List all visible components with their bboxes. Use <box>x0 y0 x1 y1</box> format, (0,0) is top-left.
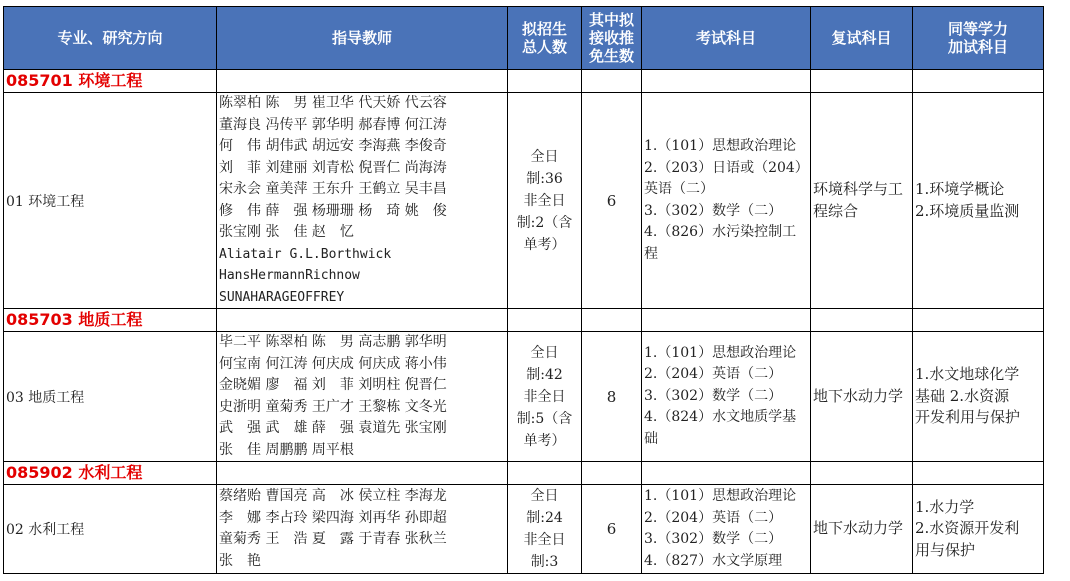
supervisors-cell <box>217 93 508 309</box>
equiv-line: 1.环境学概论 <box>915 180 1005 198</box>
supervisor-line: 蔡绪贻 曹国亮 高 冰 侯立柱 李海龙 <box>219 488 447 504</box>
empty-cell <box>642 462 811 485</box>
capacity-line: 制:5（含 <box>516 410 573 427</box>
section-title: 085902 水利工程 <box>4 462 217 485</box>
supervisor-line: 董海良 冯传平 郭华明 郝春博 何江涛 <box>219 116 447 133</box>
exam-line: 3.（302）数学（二） <box>644 531 783 547</box>
empty-cell <box>582 70 642 93</box>
capacity-line: 制:36 <box>526 170 563 187</box>
header-exempt-line: 接收推 <box>588 29 634 47</box>
capacity-line: 制:24 <box>526 510 563 526</box>
empty-cell <box>642 70 811 93</box>
capacity-line: 制:2（含 <box>516 214 573 231</box>
capacity-line: 非全日 <box>523 192 566 209</box>
supervisor-line: 张宝刚 张 佳 赵 忆 <box>219 224 354 240</box>
exam-line: 4.（827）水文学原理 <box>644 552 783 569</box>
supervisor-line: SUNAHARAGEOFFREY <box>219 289 345 305</box>
header-exempt-line: 其中拟 <box>588 11 634 29</box>
supervisors-cell <box>217 332 508 462</box>
header-direction: 专业、研究方向 <box>4 7 217 70</box>
supervisor-line: 刘 菲 刘建丽 刘青松 倪晋仁 尚海涛 <box>219 159 447 176</box>
empty-cell <box>508 309 582 332</box>
direction-cell: 02 水利工程 <box>4 485 217 574</box>
exam-line: 础 <box>644 430 658 447</box>
header-exempt-line: 免生数 <box>588 47 634 65</box>
supervisors-cell <box>217 485 508 574</box>
supervisor-line: 张 佳 周鹏鹏 周平根 <box>219 441 354 458</box>
capacity-line: 制:42 <box>526 366 563 383</box>
retest-cell: 地下水动力学 <box>811 332 913 462</box>
section-row <box>4 462 1044 485</box>
equiv-line: 基础 2.水资源 <box>915 386 1010 405</box>
equiv-cell <box>913 93 1044 309</box>
empty-cell <box>642 309 811 332</box>
header-capacity-line: 总人数 <box>521 38 567 56</box>
supervisor-line: Aliatair G.L.Borthwick <box>219 246 392 262</box>
supervisor-line: 宋永会 童美萍 王东升 王鹤立 吴丰昌 <box>219 181 447 197</box>
exempt-cell: 6 <box>582 485 642 574</box>
capacity-line: 单考） <box>523 432 566 449</box>
table-row <box>4 93 1044 309</box>
supervisor-line: 武 强 武 雄 薛 强 袁道先 张宝刚 <box>219 420 447 436</box>
section-row <box>4 309 1044 332</box>
empty-cell <box>508 70 582 93</box>
retest-cell: 地下水动力学 <box>811 485 913 574</box>
retest-cell: 环境科学与工程综合 <box>811 93 913 309</box>
equiv-cell <box>913 332 1044 462</box>
equiv-line: 2.水资源开发利 <box>915 519 1020 538</box>
exempt-cell: 6 <box>582 93 642 309</box>
equiv-line: 开发利用与保护 <box>915 408 1021 427</box>
section-row <box>4 70 1044 93</box>
table-row <box>4 332 1044 462</box>
equiv-line: 1.水力学 <box>915 497 975 516</box>
exam-line: 2.（204）英语（二） <box>644 509 783 526</box>
exam-cell <box>642 485 811 574</box>
empty-cell <box>508 462 582 485</box>
capacity-line: 非全日 <box>523 388 566 405</box>
direction-cell: 01 环境工程 <box>4 93 217 309</box>
capacity-line: 制:3 <box>530 554 559 570</box>
exam-line: 1.（101）思想政治理论 <box>644 488 797 504</box>
equiv-cell <box>913 485 1044 574</box>
header-equiv <box>913 7 1044 70</box>
admissions-catalog-table <box>3 6 1044 574</box>
header-capacity-line: 拟招生 <box>521 20 567 38</box>
supervisor-line: 金晓媚 廖 福 刘 菲 刘明柱 倪晋仁 <box>219 377 447 393</box>
capacity-line: 全日 <box>530 148 559 165</box>
exam-line: 2.（203）日语或（204） <box>644 159 809 176</box>
empty-cell <box>913 309 1044 332</box>
equiv-line: 2.环境质量监测 <box>915 201 1020 220</box>
supervisor-line: 修 伟 薛 强 杨珊珊 杨 琦 姚 俊 <box>219 202 447 219</box>
empty-cell <box>582 462 642 485</box>
exam-line: 1.（101）思想政治理论 <box>644 344 797 361</box>
supervisor-line: 何 伟 胡伟武 胡远安 李海燕 李俊奇 <box>219 138 447 154</box>
supervisor-line: HansHermannRichnow <box>219 268 360 283</box>
header-equiv-line: 加试科目 <box>947 38 1008 56</box>
exam-line: 3.（302）数学（二） <box>644 202 783 219</box>
exam-cell <box>642 93 811 309</box>
header-equiv-line: 同等学力 <box>947 20 1008 38</box>
header-exam: 考试科目 <box>642 7 811 70</box>
table-row <box>4 485 1044 574</box>
empty-cell <box>217 70 508 93</box>
direction-cell: 03 地质工程 <box>4 332 217 462</box>
capacity-cell <box>508 93 582 309</box>
header-supervisors: 指导教师 <box>217 7 508 70</box>
table-header-row <box>4 7 1044 70</box>
exam-line: 4.（826）水污染控制工 <box>644 224 797 240</box>
supervisor-line: 史浙明 童菊秀 王广才 王黎栋 文冬光 <box>219 398 447 415</box>
empty-cell <box>811 309 913 332</box>
header-exempt <box>582 7 642 70</box>
supervisor-line: 毕二平 陈翠柏 陈 男 高志鹏 郭华明 <box>219 334 447 350</box>
empty-cell <box>217 462 508 485</box>
empty-cell <box>582 309 642 332</box>
supervisor-line: 陈翠柏 陈 男 崔卫华 代天娇 代云容 <box>219 95 447 111</box>
supervisor-line: 张 艳 <box>219 552 261 569</box>
capacity-line: 全日 <box>530 488 559 504</box>
exempt-cell: 8 <box>582 332 642 462</box>
supervisor-line: 何宝南 何江涛 何庆成 何庆成 蒋小伟 <box>219 355 447 372</box>
exam-line: 2.（204）英语（二） <box>644 366 783 383</box>
exam-line: 4.（824）水文地质学基 <box>644 409 797 426</box>
header-retest: 复试科目 <box>811 7 913 70</box>
exam-line: 程 <box>644 245 658 262</box>
exam-line: 英语（二） <box>644 181 714 197</box>
capacity-line: 单考） <box>523 236 566 253</box>
section-title: 085703 地质工程 <box>4 309 217 332</box>
empty-cell <box>811 70 913 93</box>
capacity-line: 全日 <box>530 344 559 361</box>
supervisor-line: 童菊秀 王 浩 夏 露 于青春 张秋兰 <box>219 531 447 547</box>
empty-cell <box>811 462 913 485</box>
empty-cell <box>217 309 508 332</box>
exam-cell <box>642 332 811 462</box>
empty-cell <box>913 462 1044 485</box>
empty-cell <box>913 70 1044 93</box>
equiv-line: 用与保护 <box>915 540 976 559</box>
supervisor-line: 李 娜 李占玲 梁四海 刘再华 孙即超 <box>219 509 447 526</box>
section-title: 085701 环境工程 <box>4 70 217 93</box>
exam-line: 1.（101）思想政治理论 <box>644 138 797 154</box>
capacity-cell <box>508 332 582 462</box>
capacity-cell <box>508 485 582 574</box>
exam-line: 3.（302）数学（二） <box>644 387 783 404</box>
header-capacity <box>508 7 582 70</box>
equiv-line: 1.水文地球化学 <box>915 365 1020 384</box>
capacity-line: 非全日 <box>523 532 566 548</box>
